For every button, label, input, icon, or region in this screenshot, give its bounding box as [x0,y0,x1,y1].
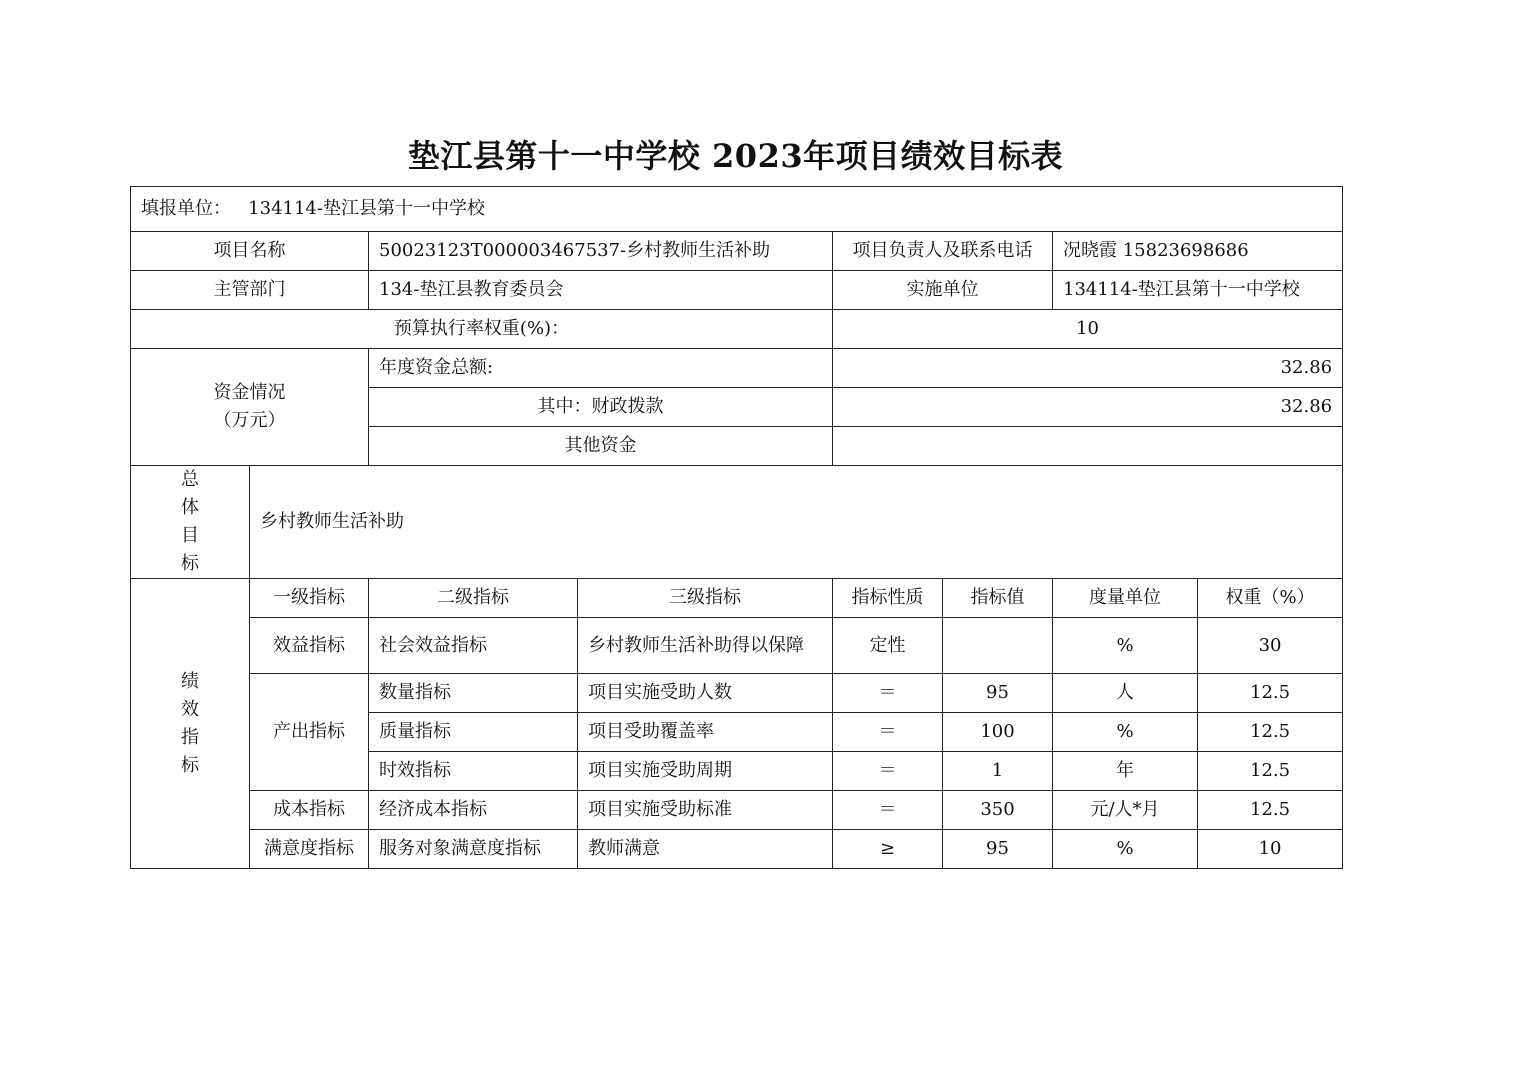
overall-target-text: 乡村教师生活补助 [250,466,1343,579]
funds-fiscal-value: 32.86 [833,388,1343,427]
column-header: 指标性质 [833,579,943,618]
table-row [131,618,1343,674]
level2-cell: 社会效益指标 [369,618,578,674]
level2-cell: 经济成本指标 [369,791,578,830]
table-row [131,830,1343,869]
weight-cell: 12.5 [1198,713,1343,752]
unit-cell: 元/人*月 [1053,791,1198,830]
project-leader-label: 项目负责人及联系电话 [833,232,1053,271]
column-header: 二级指标 [369,579,578,618]
funds-label-line2: （万元） [213,410,286,431]
level3-cell: 项目受助覆盖率 [578,713,833,752]
indicator-label-char: 效 [181,698,199,720]
unit-cell: 人 [1053,674,1198,713]
implementing-unit-label: 实施单位 [833,271,1053,310]
overall-target-label [131,466,250,579]
level2-cell: 服务对象满意度指标 [369,830,578,869]
department-label: 主管部门 [131,271,369,310]
column-header: 指标值 [943,579,1053,618]
project-name-label: 项目名称 [131,232,369,271]
reporting-unit-cell [131,187,1343,232]
unit-cell: % [1053,713,1198,752]
budget-rate-value: 10 [833,310,1343,349]
funds-total-label: 年度资金总额: [369,349,833,388]
level3-cell: 教师满意 [578,830,833,869]
value-cell: 1 [943,752,1053,791]
unit-cell: % [1053,618,1198,674]
column-header: 权重（%） [1198,579,1343,618]
reporting-unit-value: 134114-垫江县第十一中学校 [248,198,485,219]
budget-rate-label: 预算执行率权重(%)： [131,310,833,349]
level3-cell: 乡村教师生活补助得以保障 [578,618,833,674]
funds-fiscal-label: 其中：财政拨款 [369,388,833,427]
nature-cell: ＝ [833,713,943,752]
nature-cell: ＝ [833,752,943,791]
value-cell: 100 [943,713,1053,752]
level1-cell: 产出指标 [250,674,369,791]
level2-cell: 时效指标 [369,752,578,791]
performance-target-table [130,186,1343,869]
value-cell: 95 [943,830,1053,869]
funds-label [131,349,369,466]
weight-cell: 12.5 [1198,674,1343,713]
value-cell: 350 [943,791,1053,830]
level1-cell: 成本指标 [250,791,369,830]
weight-cell: 12.5 [1198,752,1343,791]
overall-label-char: 总 [181,469,199,490]
reporting-unit-label: 填报单位： [141,198,231,219]
column-header: 一级指标 [250,579,369,618]
indicator-label-char: 标 [181,754,199,776]
weight-cell: 30 [1198,618,1343,674]
project-leader-value: 况晓霞 15823698686 [1053,232,1343,271]
overall-label-char: 体 [181,497,199,518]
level3-cell: 项目实施受助人数 [578,674,833,713]
project-name-value: 50023123T000003467537-乡村教师生活补助 [369,232,833,271]
level2-cell: 质量指标 [369,713,578,752]
indicator-label-char: 指 [181,726,199,748]
level3-cell: 项目实施受助周期 [578,752,833,791]
implementing-unit-value: 134114-垫江县第十一中学校 [1053,271,1343,310]
nature-cell: 定性 [833,618,943,674]
unit-cell: % [1053,830,1198,869]
department-value: 134-垫江县教育委员会 [369,271,833,310]
nature-cell: ＝ [833,791,943,830]
unit-cell: 年 [1053,752,1198,791]
weight-cell: 10 [1198,830,1343,869]
column-header: 三级指标 [578,579,833,618]
level3-cell: 项目实施受助标准 [578,791,833,830]
funds-label-line1: 资金情况 [213,382,286,403]
value-cell: 95 [943,674,1053,713]
nature-cell: ＝ [833,674,943,713]
overall-label-char: 标 [181,553,199,574]
value-cell [943,618,1053,674]
overall-label-char: 目 [181,525,199,546]
column-header: 度量单位 [1053,579,1198,618]
table-row [131,674,1343,713]
indicator-section-label [131,579,250,869]
level1-cell: 满意度指标 [250,830,369,869]
page-title: 垫江县第十一中学校 2023年项目绩效目标表 [407,137,1064,175]
funds-total-value: 32.86 [833,349,1343,388]
level1-cell: 效益指标 [250,618,369,674]
level2-cell: 数量指标 [369,674,578,713]
nature-cell: ≥ [833,830,943,869]
table-row [131,791,1343,830]
funds-other-label: 其他资金 [369,427,833,466]
indicator-label-char: 绩 [181,670,199,692]
weight-cell: 12.5 [1198,791,1343,830]
funds-other-value [833,427,1343,466]
